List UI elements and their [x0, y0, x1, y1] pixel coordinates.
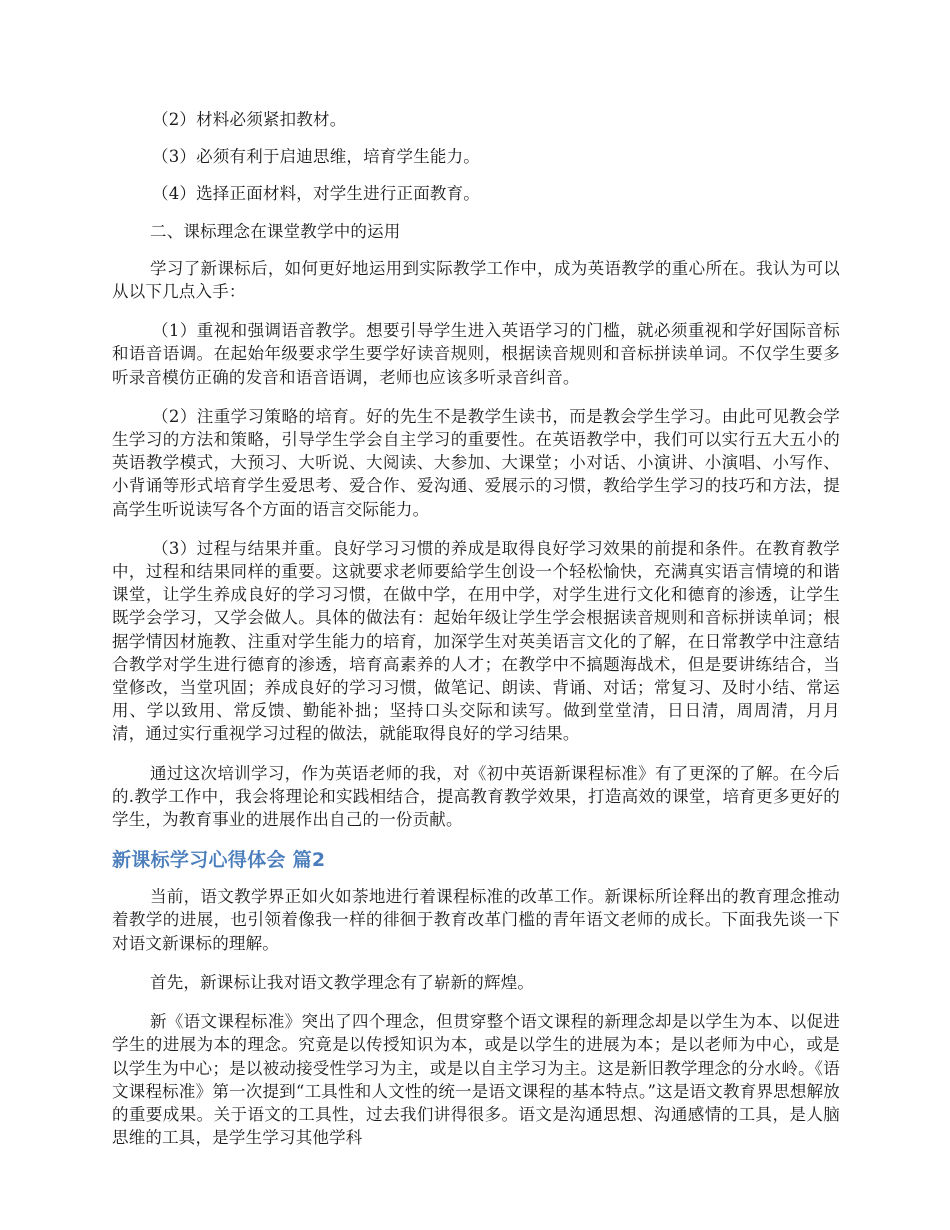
list-item: （3）必须有利于启迪思维，培育学生能力。: [152, 147, 480, 167]
paragraph: 新《语文课程标准》突出了四个理念，但贯穿整个语文课程的新理念却是以学生为本、以促进学生的进展为本的理念。究竟是以传授知识为本，或是以学生的进展为本；是以老师为中心，或是以学生为中心；是以被动接受性学习为主，或是以自主学习为主。这是新旧教学理念的分水岭。《语文课程标准》第一次提到“工具性和人文性的统一是语文课程的基本特点。”这是语文教育界思想解放的重要成果。关于语文的工具性，过去我们讲得很多。语文是沟通思想、沟通感情的工具，是人脑思维的工具，是学生学习其他学科: [112, 1012, 840, 1148]
paragraph: 当前，语文教学界正如火如荼地进行着课程标准的改革工作。新课标所诠释出的教育理念推动着教学的进展，也引领着像我一样的徘徊于教育改革门槛的青年语文老师的成长。下面我先谈一下对语文新课标的理解。: [112, 887, 840, 953]
list-item: （2）注重学习策略的培育。好的先生不是教学生读书，而是教会学生学习。由此可见教会学生学习的方法和策略，引导学生学会自主学习的重要性。在英语教学中，我们可以实行五大五小的英语教学模式，大预习、大听说、大阅读、大参加、大课堂；小对话、小演讲、小演唱、小写作、小背诵等形式培育学生爱思考、爱合作、爱沟通、爱展示的习惯，教给学生学习的技巧和方法，提高学生听说读写各个方面的语言交际能力。: [112, 406, 840, 519]
section-heading: 新课标学习心得体会 篇2: [112, 849, 326, 872]
list-item: （3）过程与结果并重。良好学习习惯的养成是取得良好学习效果的前提和条件。在教育教学中，过程和结果同样的重要。这就要求老师要給学生创设一个轻松愉快，充满真实语言情境的和谐课堂，让学生养成良好的学习习惯，在做中学，在用中学，对学生进行文化和德育的渗透，让学生既学会学习，又学会做人。具体的做法有：起始年级让学生学会根据读音规则和音标拼读单词；根据学情因材施教、注重对学生能力的培育，加深学生对英美语言文化的了解，在日常教学中注意结合教学对学生进行德育的渗透，培育高素养的人才；在教学中不搞题海战术，但是要讲练结合，当堂修改，当堂巩固；养成良好的学习习惯，做笔记、朗读、背诵、对话；常复习、及时小结、常运用、学以致用、常反馈、勤能补拙；坚持口头交际和读写。做到堂堂清，日日清，周周清，月月清，通过实行重视学习过程的做法，就能取得良好的学习结果。: [112, 538, 840, 744]
list-item: （2）材料必须紧扣教材。: [152, 110, 347, 129]
paragraph: 首先，新课标让我对语文教学理念有了崭新的辉煌。: [150, 972, 535, 992]
paragraph: 通过这次培训学习，作为英语老师的我，对《初中英语新课程标准》有了更深的了解。在今后的.教学工作中，我会将理论和实践相结合，提高教育教学效果，打造高效的课堂，培育更多更好的学生，为教育事业的进展作出自己的一份贡献。: [112, 763, 840, 830]
document-page: [112, 108, 840, 1149]
subsection-heading: 二、课标理念在课堂教学中的运用: [150, 221, 401, 241]
list-item: （1）重视和强调语音教学。想要引导学生进入英语学习的门槛，就必须重视和学好国际音标和语音语调。在起始年级要求学生要学好读音规则，根据读音规则和音标拼读单词。不仅学生要多听录音模仿正确的发音和语音语调，老师也应该多听录音纠音。: [112, 321, 840, 387]
list-item: （4）选择正面材料，对学生进行正面教育。: [152, 184, 480, 204]
paragraph: 学习了新课标后，如何更好地运用到实际教学工作中，成为英语教学的重心所在。我认为可以从以下几点入手：: [112, 258, 840, 302]
